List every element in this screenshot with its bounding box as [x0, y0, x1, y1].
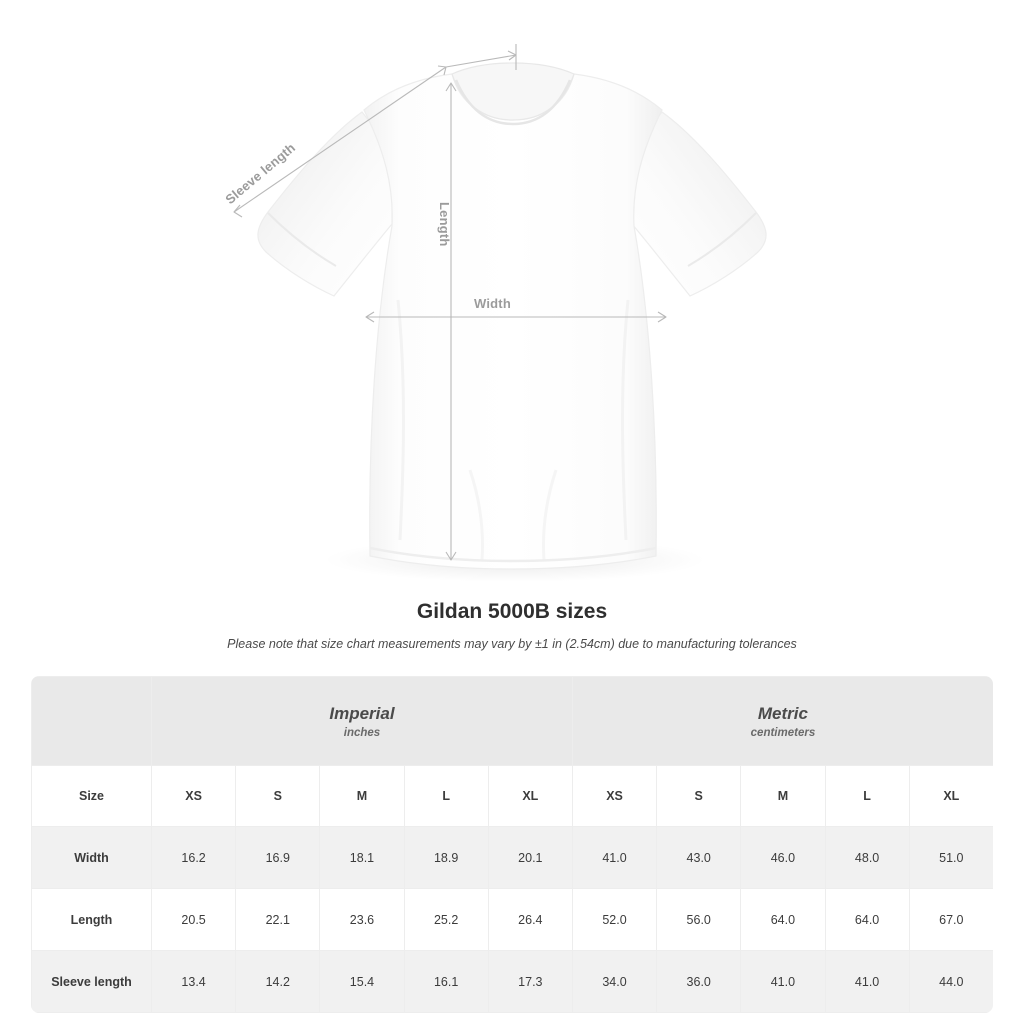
- cell-sleeve-imperial-s: 14.2: [236, 951, 320, 1013]
- cell-width-metric-m: 46.0: [741, 827, 825, 889]
- cell-width-imperial-l: 18.9: [404, 827, 488, 889]
- group-unit-imperial: inches: [343, 726, 381, 739]
- row-label-length: Length: [32, 889, 152, 951]
- tolerance-note: Please note that size chart measurements may vary by ±1 in (2.54cm) due to manufacturing tolerances: [227, 637, 797, 651]
- cell-sleeve-metric-l: 41.0: [825, 951, 909, 1013]
- cell-length-imperial-l: 25.2: [404, 889, 488, 951]
- table-row-length: [32, 889, 994, 951]
- size-header-imperial-xs: XS: [152, 766, 236, 827]
- size-header-imperial-xl: XL: [488, 766, 572, 827]
- size-header-row: [32, 766, 994, 827]
- cell-length-imperial-s: 22.1: [236, 889, 320, 951]
- cell-sleeve-imperial-xs: 13.4: [152, 951, 236, 1013]
- group-header-metric: [572, 677, 993, 766]
- table-row-sleeve-length: [32, 951, 994, 1013]
- measure-label-sleeve-length: Sleeve length: [222, 139, 299, 207]
- cell-length-imperial-m: 23.6: [320, 889, 404, 951]
- row-label-sleeve-length: Sleeve length: [32, 951, 152, 1013]
- cell-width-metric-s: 43.0: [657, 827, 741, 889]
- size-header-metric-s: S: [657, 766, 741, 827]
- cell-width-imperial-s: 16.9: [236, 827, 320, 889]
- unit-group-header-row: [32, 677, 994, 766]
- row-label-width: Width: [32, 827, 152, 889]
- cell-length-metric-xs: 52.0: [572, 889, 656, 951]
- cell-length-metric-xl: 67.0: [909, 889, 993, 951]
- size-header-metric-l: L: [825, 766, 909, 827]
- cell-width-metric-l: 48.0: [825, 827, 909, 889]
- size-header-imperial-s: S: [236, 766, 320, 827]
- cell-length-metric-s: 56.0: [657, 889, 741, 951]
- cell-width-metric-xs: 41.0: [572, 827, 656, 889]
- size-chart-table-wrapper: [31, 676, 993, 1013]
- size-header-metric-m: M: [741, 766, 825, 827]
- cell-sleeve-imperial-l: 16.1: [404, 951, 488, 1013]
- size-header-metric-xs: XS: [572, 766, 656, 827]
- measure-label-width: Width: [474, 296, 511, 311]
- size-header-metric-xl: XL: [909, 766, 993, 827]
- cell-sleeve-metric-m: 41.0: [741, 951, 825, 1013]
- size-header-label: Size: [32, 766, 152, 827]
- cell-sleeve-metric-s: 36.0: [657, 951, 741, 1013]
- group-header-imperial: [152, 677, 573, 766]
- corner-cell: [32, 677, 152, 766]
- group-unit-metric: centimeters: [750, 726, 816, 739]
- cell-length-imperial-xs: 20.5: [152, 889, 236, 951]
- size-header-imperial-m: M: [320, 766, 404, 827]
- size-chart-table: [31, 676, 993, 1013]
- cell-sleeve-metric-xl: 44.0: [909, 951, 993, 1013]
- group-title-metric: Metric: [757, 704, 808, 724]
- cell-sleeve-imperial-m: 15.4: [320, 951, 404, 1013]
- cell-length-metric-l: 64.0: [825, 889, 909, 951]
- group-title-imperial: Imperial: [329, 704, 395, 724]
- cell-width-imperial-xl: 20.1: [488, 827, 572, 889]
- size-header-imperial-l: L: [404, 766, 488, 827]
- cell-sleeve-metric-xs: 34.0: [572, 951, 656, 1013]
- table-row-width: [32, 827, 994, 889]
- cell-width-imperial-xs: 16.2: [152, 827, 236, 889]
- cell-length-metric-m: 64.0: [741, 889, 825, 951]
- cell-width-metric-xl: 51.0: [909, 827, 993, 889]
- page-title: Gildan 5000B sizes: [416, 600, 608, 623]
- cell-width-imperial-m: 18.1: [320, 827, 404, 889]
- measure-label-length: Length: [437, 202, 452, 247]
- cell-sleeve-imperial-xl: 17.3: [488, 951, 572, 1013]
- cell-length-imperial-xl: 26.4: [488, 889, 572, 951]
